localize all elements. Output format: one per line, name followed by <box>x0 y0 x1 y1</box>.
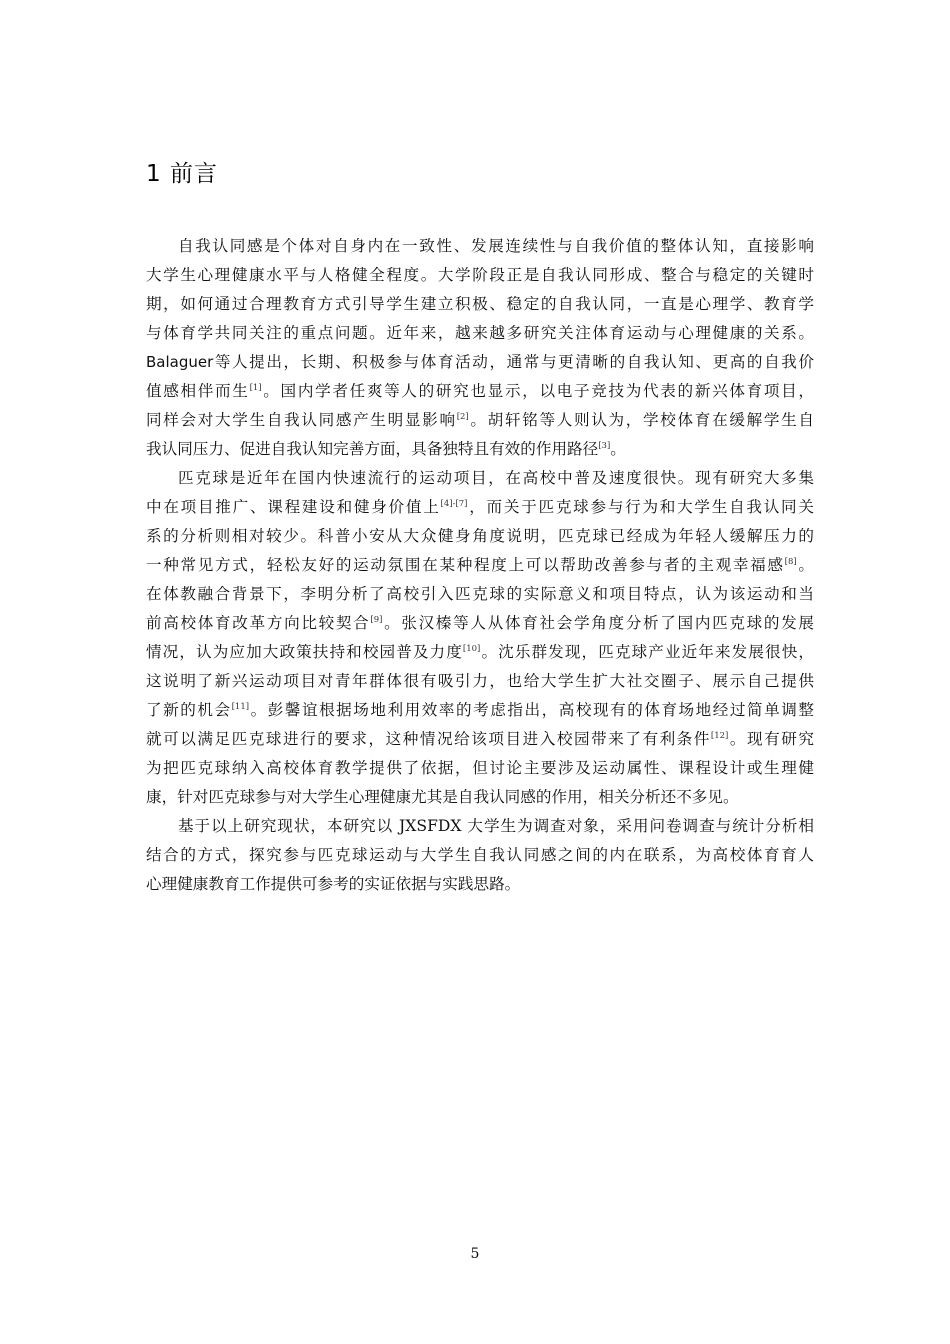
text-line: 心理健康教育工作提供可参考的实证依据与实践思路。 <box>146 875 521 893</box>
text-line: 情况，认为应加大政策扶持和校园普及力度[10]。沈乐群发现，匹克球产业近年来发展很快， <box>146 643 814 661</box>
text-line: 基于以上研究现状，本研究以 JXSFDX 大学生为调查对象，采用问卷调查与统计分析相 <box>178 817 814 835</box>
text-line: 了新的机会[11]。彭馨谊根据场地利用效率的考虑指出，高校现有的体育场地经过简单调整 <box>146 701 814 719</box>
citation: [8] <box>784 557 797 567</box>
citation: [2] <box>456 412 469 422</box>
text-line: 与体育学共同关注的重点问题。近年来，越来越多研究关注体育运动与心理健康的关系。 <box>146 324 814 342</box>
text-line: 我认同压力、促进自我认知完善方面，具备独特且有效的作用路径[3]。 <box>146 440 626 458</box>
citation: [4]-[7] <box>440 499 468 509</box>
text-line: 为把匹克球纳入高校体育教学提供了依据，但讨论主要涉及运动属性、课程设计或生理健 <box>146 759 814 777</box>
text-line: 前高校体育改革方向比较契合[9]。张汉榛等人从体育社会学角度分析了国内匹克球的发展 <box>146 614 814 632</box>
text-line: 大学生心理健康水平与人格健全程度。大学阶段正是自我认同形成、整合与稳定的关键时 <box>146 266 814 284</box>
text-line: 这说明了新兴运动项目对青年群体很有吸引力，也给大学生扩大社交圈子、展示自己提供 <box>146 672 814 690</box>
text-line: 在体教融合背景下，李明分析了高校引入匹克球的实际意义和项目特点，认为该运动和当 <box>146 585 814 603</box>
text-line: 自我认同感是个体对自身内在一致性、发展连续性与自我价值的整体认知，直接影响 <box>178 237 814 255</box>
text-line: 就可以满足匹克球进行的要求，这种情况给该项目进入校园带来了有利条件[12]。现有研究 <box>146 730 814 748</box>
text-line: 中在项目推广、课程建设和健身价值上[4]-[7]，而关于匹克球参与行为和大学生自我认同关 <box>146 498 814 516</box>
citation: [9] <box>370 615 383 625</box>
text-line: 同样会对大学生自我认同感产生明显影响[2]。胡轩铭等人则认为，学校体育在缓解学生自 <box>146 411 814 429</box>
text-line: 康，针对匹克球参与对大学生心理健康尤其是自我认同感的作用，相关分析还不多见。 <box>146 788 739 806</box>
text-line: 系的分析则相对较少。科普小安从大众健身角度说明，匹克球已经成为年轻人缓解压力的 <box>146 527 814 545</box>
text-line: 期，如何通过合理教育方式引导学生建立积极、稳定的自我认同，一直是心理学、教育学 <box>146 295 814 313</box>
body-text <box>146 232 814 899</box>
text-line: 值感相伴而生[1]。国内学者任爽等人的研究也显示，以电子竞技为代表的新兴体育项目， <box>146 382 814 400</box>
text-line: Balaguer等人提出，长期、积极参与体育活动，通常与更清晰的自我认知、更高的自我价 <box>146 353 814 371</box>
citation: [1] <box>249 383 262 393</box>
citation: [11] <box>231 702 250 712</box>
citation: [12] <box>710 731 729 741</box>
text-line: 匹克球是近年在国内快速流行的运动项目，在高校中普及速度很快。现有研究大多集 <box>178 469 814 487</box>
text-line: 一种常见方式，轻松友好的运动氛围在某种程度上可以帮助改善参与者的主观幸福感[8]。 <box>146 556 814 574</box>
section-heading: 1 前言 <box>146 161 218 187</box>
page-number: 5 <box>470 1246 480 1262</box>
text-line: 结合的方式，探究参与匹克球运动与大学生自我认同感之间的内在联系，为高校体育育人 <box>146 846 814 864</box>
citation: [10] <box>462 644 481 654</box>
citation: [3] <box>598 441 611 451</box>
